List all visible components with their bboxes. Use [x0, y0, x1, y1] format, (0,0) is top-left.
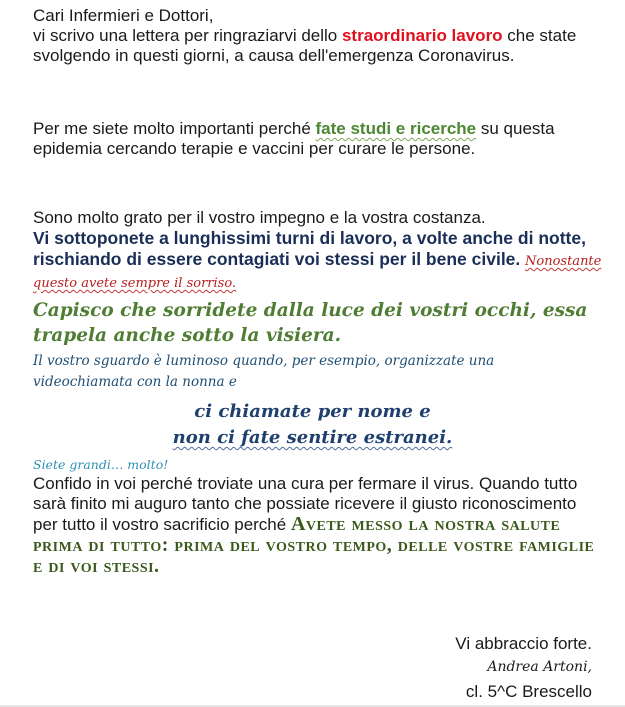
health-caps-text: Avete messo la nostra salute prima di tutto: prima del vostro tempo, delle vostre famiglie e di voi stessi. — [33, 513, 595, 577]
eyes-script-text: Capisco che sorridete dalla luce dei vostri occhi, essa trapela anche sotto la visiera. — [33, 300, 588, 346]
paragraph-importance — [33, 119, 603, 159]
closing-line: Vi abbraccio forte. — [455, 634, 592, 653]
paragraph-hope — [33, 474, 598, 577]
hope-text: Confido in voi perché troviate una cura per fermare il virus. Quando tutto sarà finito mi auguro tanto che possiate ricevere il giusto riconoscimento per tutto il vostro sacrificio perché — [33, 474, 578, 534]
paragraph-intro — [33, 6, 603, 66]
gratitude-text: Sono molto grato per il vostro impegno e la vostra costanza. — [33, 208, 486, 227]
greeting: Cari Infermieri e Dottori, — [33, 6, 214, 25]
importance-text-start: Per me siete molto importanti perché — [33, 119, 316, 138]
centered-line-1: ci chiamate per nome e — [194, 401, 431, 422]
intro-text-start: vi scrivo una lettera per ringraziarvi dello — [33, 26, 342, 45]
intro-text-end: che state svolgendo in questi giorni, a causa dell'emergenza Coronavirus. — [33, 26, 577, 65]
shifts-bold-text: Vi sottoponete a lunghissimi turni di lavoro, a volte anche di notte, rischiando di essere contagiati voi stessi per il bene civile. — [33, 228, 586, 269]
importance-text-end: su questa epidemia cercando terapie e vaccini per curare le persone. — [33, 119, 555, 158]
highlight-studi-ricerche: fate studi e ricerche — [315, 119, 477, 138]
siete-grandi-text: Siete grandi… molto! — [33, 457, 169, 472]
centered-line-2-text: non ci fate sentire estranei. — [172, 427, 453, 448]
paragraph-gratitude — [33, 208, 603, 294]
smile-script-text: Nonostante questo avete sempre il sorriso. — [33, 254, 602, 291]
highlight-straordinario-lavoro: straordinario lavoro — [341, 26, 503, 45]
class-info: cl. 5^C Brescello — [465, 682, 592, 701]
centered-line-2 — [0, 425, 625, 451]
videocall-script-text: Il vostro sguardo è luminoso quando, per esempio, organizzate una videochiamata con la nonna e — [33, 353, 495, 390]
signature: Andrea Artoni, — [487, 659, 592, 675]
